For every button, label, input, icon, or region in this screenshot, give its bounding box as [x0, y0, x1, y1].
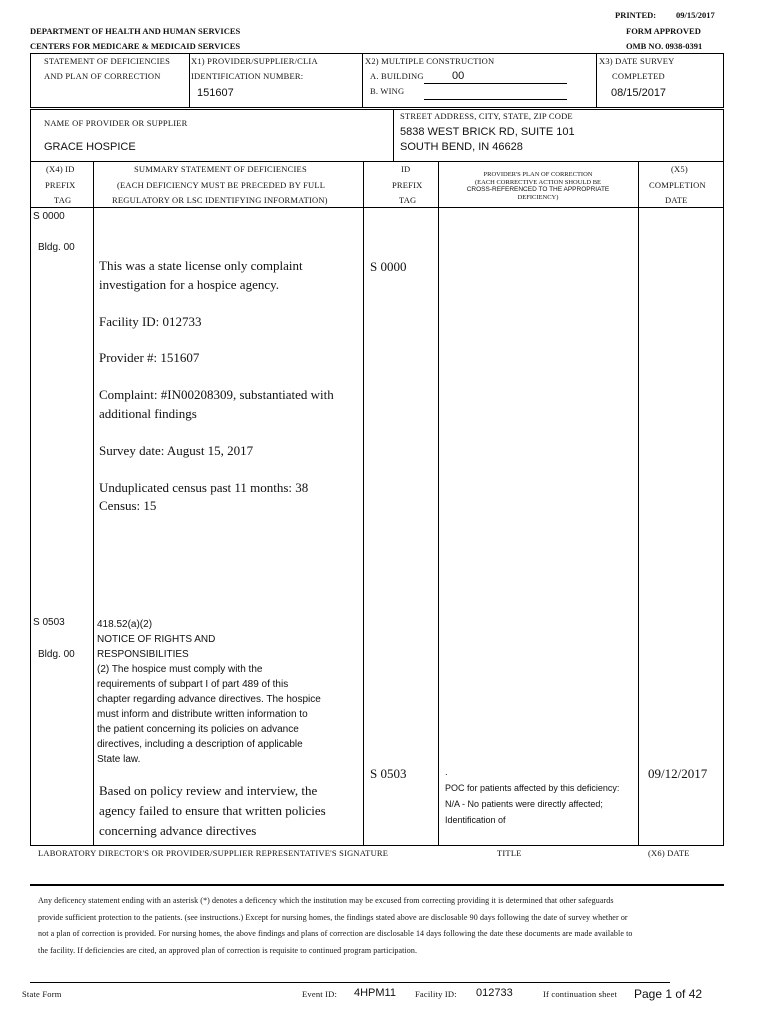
tag-s0000: S 0000	[33, 211, 65, 222]
provider-name-label: NAME OF PROVIDER OR SUPPLIER	[44, 118, 188, 128]
address-line-2: SOUTH BEND, IN 46628	[400, 141, 523, 153]
census-unduplicated-text: Unduplicated census past 11 months: 38	[99, 480, 309, 495]
omb-number: OMB NO. 0938-0391	[626, 41, 703, 51]
provider-number-text: Provider #: 151607	[99, 350, 200, 365]
bldg-00-a: Bldg. 00	[38, 242, 75, 253]
col-plan: PROVIDER'S PLAN OF CORRECTION (EACH CORRECTIVE ACTION SHOULD BE CROSS-REFERENCED TO THE APPROPRIATE DEFICIENCY)	[466, 171, 610, 201]
x1-label-2: IDENTIFICATION NUMBER:	[191, 71, 304, 81]
form-approved: FORM APPROVED	[626, 26, 701, 36]
col-x4-1: (X4) ID	[46, 164, 75, 174]
address-label: STREET ADDRESS, CITY, STATE, ZIP CODE	[400, 111, 573, 121]
building-value: 00	[452, 70, 465, 82]
x1-label-1: X1) PROVIDER/SUPPLIER/CLIA	[191, 56, 318, 66]
printed-label: PRINTED:	[615, 10, 657, 20]
disclaimer-text: Any deficency statement ending with an asterisk (*) denotes a deficency which the institution may be excused from correcting providing it is determined that other safeguards provide sufficient protection to the patients. (see instructions.) Except for nursing homes, the findings stated above are disclosable 90 days following the date of survey whether or not a plan of correction is provided. For nursing homes, the above findings and plans of correction are disclosable 14 days following the date these documents are made available to the facility. If deficiencies are cited, an approved plan of correction is requisite to continued program participation.	[38, 896, 633, 955]
col-id-1: ID	[401, 164, 411, 174]
provider-name-value: GRACE HOSPICE	[44, 141, 136, 153]
complaint-text: Complaint: #IN00208309, substantiated with additional findings	[99, 387, 334, 421]
col-summary-3: REGULATORY OR LSC IDENTIFYING INFORMATION)	[112, 195, 328, 205]
survey-completed-date: 08/15/2017	[611, 87, 667, 99]
plan-dot: .	[445, 767, 448, 778]
bldg-00-b: Bldg. 00	[38, 649, 75, 660]
completion-date: 09/12/2017	[648, 766, 708, 781]
col-summary-1: SUMMARY STATEMENT OF DEFICIENCIES	[134, 164, 307, 174]
x3-label-2: COMPLETED	[612, 71, 665, 81]
col-x4-2: PREFIX	[45, 180, 76, 190]
title-label: TITLE	[497, 848, 522, 858]
regulation-heading: 418.52(a)(2) NOTICE OF RIGHTS AND RESPONSIBILITIES	[97, 619, 216, 660]
x3-label-1: X3) DATE SURVEY	[599, 56, 675, 66]
id-s0503: S 0503	[370, 766, 407, 781]
x6-date-label: (X6) DATE	[648, 848, 690, 858]
signature-label: LABORATORY DIRECTOR'S OR PROVIDER/SUPPLIER REPRESENTATIVE'S SIGNATURE	[38, 848, 389, 858]
department-title: DEPARTMENT OF HEALTH AND HUMAN SERVICES	[30, 26, 241, 36]
finding-text: Based on policy review and interview, the agency failed to ensure that written policies concerning advance directives	[99, 783, 326, 838]
statement-label-2: AND PLAN OF CORRECTION	[44, 71, 161, 81]
paragraph-intro: This was a state license only complaint investigation for a hospice agency.	[99, 258, 303, 292]
event-id-value: 4HPM11	[354, 987, 396, 999]
col-x4-3: TAG	[54, 195, 72, 205]
centers-title: CENTERS FOR MEDICARE & MEDICAID SERVICES	[30, 41, 241, 51]
address-line-1: 5838 WEST BRICK RD, SUITE 101	[400, 126, 575, 138]
id-s0000: S 0000	[370, 259, 407, 274]
wing-label: B. WING	[370, 86, 405, 96]
col-x5-1: (X5)	[671, 164, 688, 174]
x2-label: X2) MULTIPLE CONSTRUCTION	[365, 56, 495, 66]
state-form-label: State Form	[22, 989, 62, 999]
facility-id-label: Facility ID:	[415, 989, 457, 999]
col-x5-3: DATE	[665, 195, 688, 205]
plan-of-correction-text: POC for patients affected by this deficiency: N/A - No patients were directly affected; Identification of	[445, 783, 620, 825]
tag-s0503: S 0503	[33, 617, 65, 628]
survey-date-text: Survey date: August 15, 2017	[99, 443, 254, 458]
event-id-label: Event ID:	[302, 989, 338, 999]
col-summary-2: (EACH DEFICIENCY MUST BE PRECEDED BY FULL	[117, 180, 326, 190]
col-id-2: PREFIX	[392, 180, 423, 190]
continuation-label: If continuation sheet	[543, 989, 618, 999]
statement-label-1: STATEMENT OF DEFICIENCIES	[44, 56, 171, 66]
census-text: Census: 15	[99, 498, 157, 513]
facility-id-value: 012733	[476, 987, 513, 999]
page-number: Page 1 of 42	[634, 987, 703, 1001]
regulation-text: (2) The hospice must comply with the requirements of subpart I of part 489 of this chapter regarding advance directives. The hospice must inform and distribute written information to the patient concerning its policies on advance directives, including a description of applicable State law.	[97, 664, 321, 765]
building-label: A. BUILDING	[370, 71, 424, 81]
provider-id-value: 151607	[197, 87, 234, 99]
printed-date: 09/15/2017	[676, 10, 715, 20]
facility-id-text: Facility ID: 012733	[99, 314, 202, 329]
col-id-3: TAG	[399, 195, 417, 205]
col-x5-2: COMPLETION	[649, 180, 706, 190]
